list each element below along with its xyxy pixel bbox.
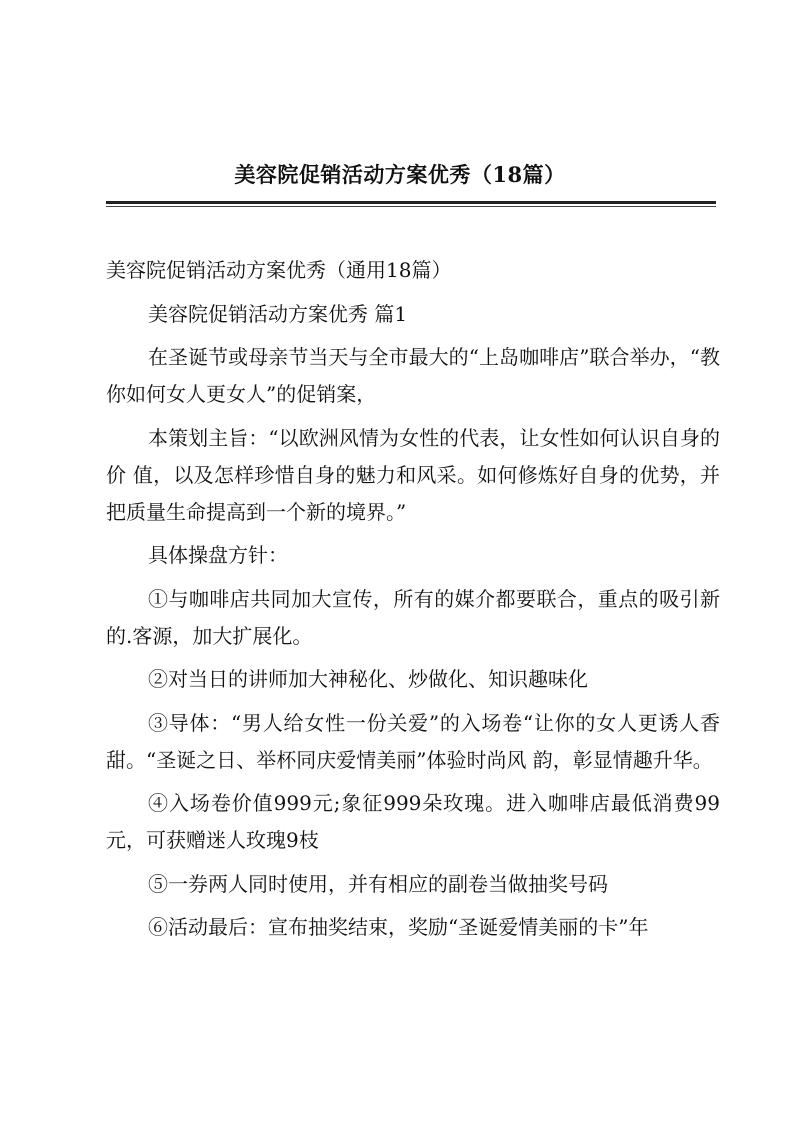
paragraph: 在圣诞节或母亲节当天与全市最大的“上岛咖啡店”联合举办，“教你如何女人更女人”的促销案， bbox=[106, 345, 720, 406]
list-item: ④入场卷价值999元;象征999朵玫瑰。进入咖啡店最低消费99元，可获赠迷人玫瑰9枝 bbox=[106, 791, 720, 852]
list-item: ②对当日的讲师加大神秘化、炒做化、知识趣味化 bbox=[148, 667, 588, 691]
list-item: ③导体：“男人给女性一份关爱”的入场卷“让你的女人更诱人香甜。“圣诞之日、举杯同庆爱情美丽”体验时尚风 韵，彰显情趣升华。 bbox=[106, 710, 720, 772]
section-heading: 美容院促销活动方案优秀 篇1 bbox=[148, 301, 408, 326]
document-body bbox=[106, 252, 720, 953]
document-title: 美容院促销活动方案优秀（18篇） bbox=[234, 162, 566, 187]
title-divider-thin bbox=[106, 206, 716, 207]
title-divider-thick bbox=[106, 201, 716, 204]
paragraph: 具体操盘方针： bbox=[148, 543, 288, 567]
paragraph: 本策划主旨：“以欧洲风情为女性的代表，让女性如何认识自身的价 值，以及怎样珍惜自身的魅力和风采。如何修炼好自身的优势，并把质量生命提高到一个新的境界。” bbox=[106, 425, 720, 524]
list-item: ①与咖啡店共同加大宣传，所有的媒介都要联合，重点的吸引新的.客源，加大扩展化。 bbox=[106, 586, 720, 648]
list-item: ⑥活动最后：宣布抽奖结束，奖励“圣诞爱情美丽的卡”年 bbox=[148, 915, 649, 939]
document-subtitle: 美容院促销活动方案优秀（通用18篇） bbox=[106, 258, 452, 282]
list-item: ⑤一券两人同时使用，并有相应的副卷当做抽奖号码 bbox=[148, 871, 608, 896]
